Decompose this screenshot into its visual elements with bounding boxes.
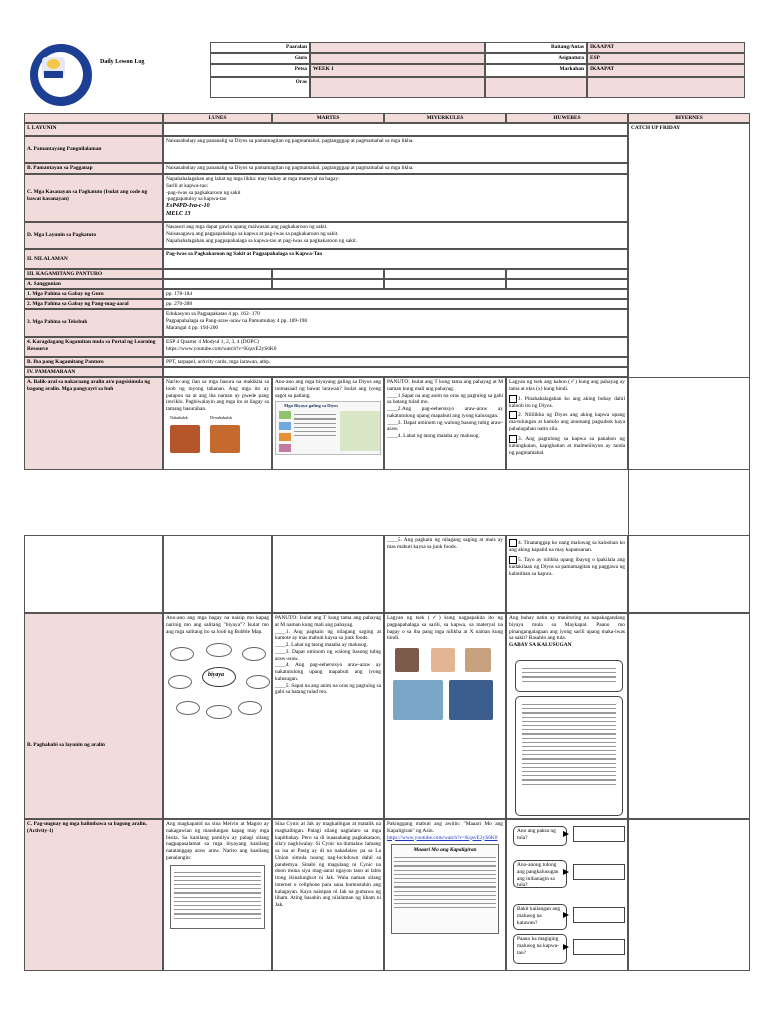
paaralan-label: Paaralan	[210, 42, 310, 53]
food-icon	[279, 411, 291, 419]
waste-bin-icon	[170, 425, 200, 453]
balik-lunes: Narito ang ilan sa mga basura na makikita sa loob ng inyong tahanan. Ang mga ito ay patapon na at ang iba naman ay pwede pang ireciklo. Paghiwalayin ang mga ito at ilagay sa tamang basurahan. Nabubulok Di-nabubulok	[163, 377, 272, 470]
blank-cell	[272, 269, 384, 279]
blank-cell	[485, 77, 587, 98]
arrow-right-icon	[563, 869, 569, 875]
deped-seal-logo	[30, 44, 92, 106]
guro-label: Guro	[210, 53, 310, 64]
paghahabi-miyerkules: Lagyan ng tsek (✓) kung nagpapakita ito ng pagpapahalaga sa sarili, sa kapwa, sa materyal na bagay o sa iba pang mga nilikha at X naman kung hindi.	[384, 613, 506, 819]
question-box: Ano ang paksa ng tula?	[513, 826, 567, 846]
balik-huwebes: Lagyan ng tsek ang kahon (✓) kung ang pahayag ay tama at ekis (x) kung hindi. 1. Pinahahalagahan ko ang aking buhay dahil kaloob ito ng Diyos. 2. Nililikha ng Diyos ang aking kapwa upang ma-tulungan at kamilo ang anumang pagsubok kaya pahalagahan natin sila. 3. Ang pagtulong sa kapwa sa panahon ng kalungkutan, kapighatian at malmeiiisyon ay tanda ng pagmamahal.	[506, 377, 628, 470]
paguugnay-martes: Sina Cynic at Jak ay magkaibigan at matalik na magkaibigan. Palagi silang naglalaro sa mga kapitbahay. Pero sa di inaasahang pagkakataon, sila'y naghiwalay. Si Cynic na dumalaw lamang sa isa at Pasig ay di na nakadalaw pa sa La Union simula noong nag-lockdown dahil sa pandemya. Sinabi ng magulang ni Cynic na doon muna siya mag-aaral ngayon taon at labis itong ikinalungkot ni Jak. Wala naman silang internet o cellphone para sana kumustahin ang kalagayan. Kaya naisipan ni Jak na gumawa ng liham. Ating basahin ang nilalaman ng liham ni Jak.	[272, 819, 384, 971]
paghahabi-huwebes: Ang buhay natin ay mauituring na napakagandang biyaya mula sa Maykapal. Paano mo pinangangalagaan ang iyong sarili upang maka-iwas sa sakit? Basahin ang tula. GABAY SA KALUSUGAN	[506, 613, 628, 819]
fruit-icon	[279, 433, 291, 441]
layunin-pagkatuto-label: D. Mga Layunin sa Pagkatuto	[24, 222, 163, 249]
mag-aaral-label: 2. Mga Pahina sa Gabay ng Pang-mag-aaral	[24, 299, 163, 309]
blank-cell	[24, 535, 163, 613]
bubble-node	[238, 701, 262, 715]
bubble-node	[170, 647, 194, 661]
log-title: Daily Lesson Log	[100, 59, 145, 65]
blank-cell	[506, 279, 628, 289]
melc-code: EsP4PD-Iva-c-10	[166, 203, 210, 209]
iba-pang-text: PPT, tarpapel, activity cards, mga larawan, atbp.	[163, 357, 628, 367]
bubble-node	[242, 647, 266, 661]
eating-photo	[395, 648, 419, 672]
bubble-map	[166, 641, 269, 721]
blank-cell	[628, 377, 750, 470]
kids-photo	[431, 648, 455, 672]
kasanayan-label: C. Mga Kasanayan sa Pagkatuto (Isulat ang code ng bawat kasanayan)	[24, 174, 163, 222]
blank-cell	[163, 279, 272, 289]
blank-cell	[272, 535, 384, 613]
brushing-teeth-photo	[449, 680, 493, 720]
pet-photo	[465, 648, 491, 672]
balik-martes: Ano-ano ang mga biyayang galing sa Diyos ang inimasaad ng bawat larawan? Isulat ang iyong sagot sa patlang. Mga Biyaya galing sa Diyos	[272, 377, 384, 470]
bubble-node	[206, 643, 232, 657]
checkbox-icon[interactable]	[509, 556, 517, 564]
paguugnay-huwebes	[506, 819, 628, 971]
paghahabi-lunes: Ano-ano ang mga bagay na naisip mo kapag narinig mo ang salitang "biyaya"? Isulat mo ang mga salitang ito sa loob ng Bubble Map. biyaya	[163, 613, 272, 819]
family-icon	[279, 444, 291, 452]
markahan-value[interactable]: IKAAPAT	[587, 64, 745, 77]
blank-cell	[384, 269, 506, 279]
arrow-right-icon	[563, 831, 569, 837]
portal-text: ESP 4 Quarter 4 Modyul 1, 2, 3, 4 (DOPC) https://www.youtube.com/watch?v=KqsvE2yS6K0	[163, 337, 628, 357]
answer-box[interactable]	[573, 864, 625, 880]
answer-box[interactable]	[573, 907, 625, 923]
poem-stanza-box	[515, 660, 623, 692]
bubble-center-label: biyaya	[208, 672, 224, 679]
balik-aral-label: A. Balik-aral sa nakaraang aralin at/o pagsisimula ng bagong aralin. Mga pangyayri sa buh	[24, 377, 163, 470]
bubble-node	[176, 701, 200, 715]
arrow-right-icon	[563, 912, 569, 918]
prayer-box	[170, 865, 265, 929]
checkbox-icon[interactable]	[509, 395, 517, 403]
question-box: Bakit kailangan ang malusog na katawan?	[513, 904, 567, 930]
teksbuk-text: Edukasyon sa Pagpapakatao 4 pp. 162- 170 Pagpapahalaga sa Pang-araw-araw na Pamumuhay 4 pp. 189-198 Marangal 4 pp. 194-200	[163, 309, 628, 337]
paguugnay-lunes: Ang magkapatid na sina Melvin at Magno ay nakagawian ng mandungan kapag may mga bisita. Sa kanilang pamilya ay palagi silang nagpapasalamat sa mga biyayang kanilang natatanggap araw araw. Narito ang kanilang panalangin:	[163, 819, 272, 971]
portal-label: 4. Karagdagang Kagamitan mula sa Portal ng Learning Resource	[24, 337, 163, 357]
baitang-value[interactable]: IKAAPAT	[587, 42, 745, 53]
bubble-node	[246, 675, 270, 689]
nilalaman-label: II. NILALAMAN	[24, 249, 163, 269]
catch-up-friday: CATCH UP FRIDAY	[628, 123, 750, 543]
day-huwebes: HUWEBES	[506, 113, 628, 123]
nilalaman-text: Pag-iwas sa Pagkakaroon ng Sakit at Pagpapahalaga sa Kapwa-Tao	[163, 249, 628, 269]
question-box: Paano ka magiging malusog na kapwa-tao?	[513, 934, 567, 964]
petsa-value[interactable]: WEEK 1	[310, 64, 485, 77]
answer-box[interactable]	[573, 939, 625, 955]
checkbox-icon[interactable]	[509, 435, 517, 443]
bubble-node	[206, 705, 232, 719]
kasanayan-text: Napahahalagahan ang lahat ng mga likha: may buhay at mga materyal na bagay: Sarili at kapwa-tao: -pag-iwas sa pagkakaroon ng sakit -pagpapatuloy sa kapwa-tao EsP4PD-Iva-c-10 MELC 13	[163, 174, 628, 222]
paguugnay-miyerkules: Pakinggang mabuti ang awitin: "Maaari Mo ang Kapaligiran" ng Asin. https://www.youtube.com/watch?v=KqsvE2yS6K0 Maaari Mo ang Kapaligiran	[384, 819, 506, 971]
caption-nabubulok: Nabubulok	[170, 414, 188, 420]
gabay-guro-text: pp. 178-184	[163, 289, 628, 299]
oras-label: Oras	[210, 77, 310, 98]
layunin-blank	[163, 123, 628, 136]
layunin-heading: I. LAYUNIN	[24, 123, 163, 136]
song-link[interactable]: https://www.youtube.com/watch?v=KqsvE2yS6K0	[387, 834, 498, 841]
lyrics-title: Maaari Mo ang Kapaligiran	[413, 847, 477, 854]
baitang-label: Baitang/Antas	[485, 42, 587, 53]
asignatura-label: Asignatura	[485, 53, 587, 64]
water-icon	[279, 422, 291, 430]
blank-cell	[506, 269, 628, 279]
balik-miyerkules-cont: ____5. Ang pagkain ng nilagang saging at mais ay mas mabuti kaysa sa junk foods.	[384, 535, 506, 613]
blank-cell	[628, 613, 750, 819]
guro-value[interactable]	[310, 53, 485, 64]
blank-cell	[163, 535, 272, 613]
polluted-river-photo	[393, 680, 443, 720]
mag-aaral-text: pp. 270-288	[163, 299, 628, 309]
gabay-guro-label: 1. Mga Pahina sa Gabay ng Guro	[24, 289, 163, 299]
day-miyerkules: MIYERKULES	[384, 113, 506, 123]
sanggunian-label: A. Sanggunian	[24, 279, 163, 289]
waste-bin-icon	[210, 425, 240, 453]
teksbuk-label: 3. Mga Pahina sa Teksbuk	[24, 309, 163, 337]
pamantayang-pangnilalaman-text: Naisasabuhay ang pananalig sa Diyos sa pamamagitan ng pagmamahal, pagtangggap at pagmamahal sa mga likha.	[163, 136, 628, 163]
day-biyernes: BIYERNES	[628, 113, 750, 123]
day-header-blank	[24, 113, 163, 123]
blank-cell	[384, 279, 506, 289]
blank-cell	[272, 279, 384, 289]
bubble-node	[168, 675, 192, 689]
blank-cell	[628, 819, 750, 971]
pamantayan-pagganap-label: B. Pamantayan sa Pagganap	[24, 163, 163, 174]
oras-value[interactable]	[310, 77, 485, 98]
pamantayan-pagganap-text: Naisasabuhay ang pananalig sa Diyos sa pamamagitan ng pagmamahal, pagtangggap at pagmamahal sa mga likha.	[163, 163, 628, 174]
balik-huwebes-cont: 4. Tinatanggap ko nang maluwag sa kalooban ko ang aking kapatid na may kapansanan. 5. Tayo ay nilikha upang ibayog o ipakilala ang kadakilaan ng Diyos sa pamamagitan ng paggawa ng kabutihan sa kapwa.	[506, 535, 628, 613]
blank-cell	[628, 535, 750, 613]
checkbox-icon[interactable]	[509, 411, 517, 419]
pamantayang-pangnilalaman-label: A. Pamantayang Pangnilalaman	[24, 136, 163, 163]
caption-di-nabubulok: Di-nabubulok	[210, 414, 233, 420]
kagamitang-heading: III. KAGAMITANG PANTURO	[24, 269, 163, 279]
blank-cell	[587, 77, 745, 98]
day-martes: MARTES	[272, 113, 384, 123]
blank-cell	[163, 269, 272, 279]
answer-box[interactable]	[573, 826, 625, 842]
biyaya-chart-title: Mga Biyaya galing sa Diyos	[284, 403, 339, 409]
arrow-right-icon	[563, 944, 569, 950]
pamamaraan-heading: IV. PAMAMARAAN	[24, 367, 163, 377]
day-lunes: LUNES	[163, 113, 272, 123]
markahan-label: Markahan	[485, 64, 587, 77]
iba-pang-label: B. Iba pang Kagamitang Panturo	[24, 357, 163, 367]
poem-stanza-box	[515, 696, 623, 816]
petsa-label: Petsa	[210, 64, 310, 77]
blank-cell	[163, 367, 628, 377]
checkbox-icon[interactable]	[509, 539, 517, 547]
asignatura-value[interactable]: ESP	[587, 53, 745, 64]
melc-number: MELC 13	[166, 210, 191, 217]
question-box: Ano-anong tulong ang pangkalusugan ang inihanagin sa tula?	[513, 860, 567, 888]
layunin-pagkatuto-text: Nasasuri ang mga dapat gawin upang maiwasan ang pagkakaroon ng sakit. Naisasagawa ang pagpapahalaga sa kapwa at pag-iwas sa pagkakaroon ng sakit. Napahahalagahan ang pagpapahalaga sa kapwa-tao at pag-iwas sa pagkakaroon ng sakit.	[163, 222, 628, 249]
lyrics-document	[391, 844, 499, 934]
balik-miyerkules: PANUTO: Isulat ang T kung tama ang pahayag at M naman kung mali ang pahayag. ____1.Sapat na ang anim na oras ng pagtulog sa gabi sa batang tulad mo. ____2.Ang pag-eehersisyo araw-araw ay nakatutulong upang mapabuti ang iyong kalusugan. ____3. Dapat uminom ng walong basong tubig araw-araw. ____4. Lahat ng taong mataba ay malusog.	[384, 377, 506, 470]
paghahabi-label: B. Paghahabi sa layunin ng aralin	[24, 613, 163, 819]
paguugnay-label: C. Pag-uugnay ng mga halimbawa sa bagong aralin. (Activity-1)	[24, 819, 163, 971]
gabay-title: GABAY SA KALUSUGAN	[509, 642, 572, 648]
nature-picture	[340, 411, 380, 451]
paghahabi-martes: PANUTO: Isulat ang T kung tama ang pahayag at M naman kung mali ang pahayag. ____1. Ang pagkain ng nilagang saging at kamote ay mas mabuti kaysa sa junk foods. ____2. Lahat ng taong mataba ay malusog. ____3. Dapat uminom ng walong basong tubig araw-araw. ____4. Ang pag-eehersisyo araw-araw ay nakatutulong upang mapabuti ang iyong kalusugan. ____5. Sapat na ang anim na oras ng pagtulog sa gabi sa batang tulad mo.	[272, 613, 384, 819]
paaralan-value[interactable]	[310, 42, 485, 53]
